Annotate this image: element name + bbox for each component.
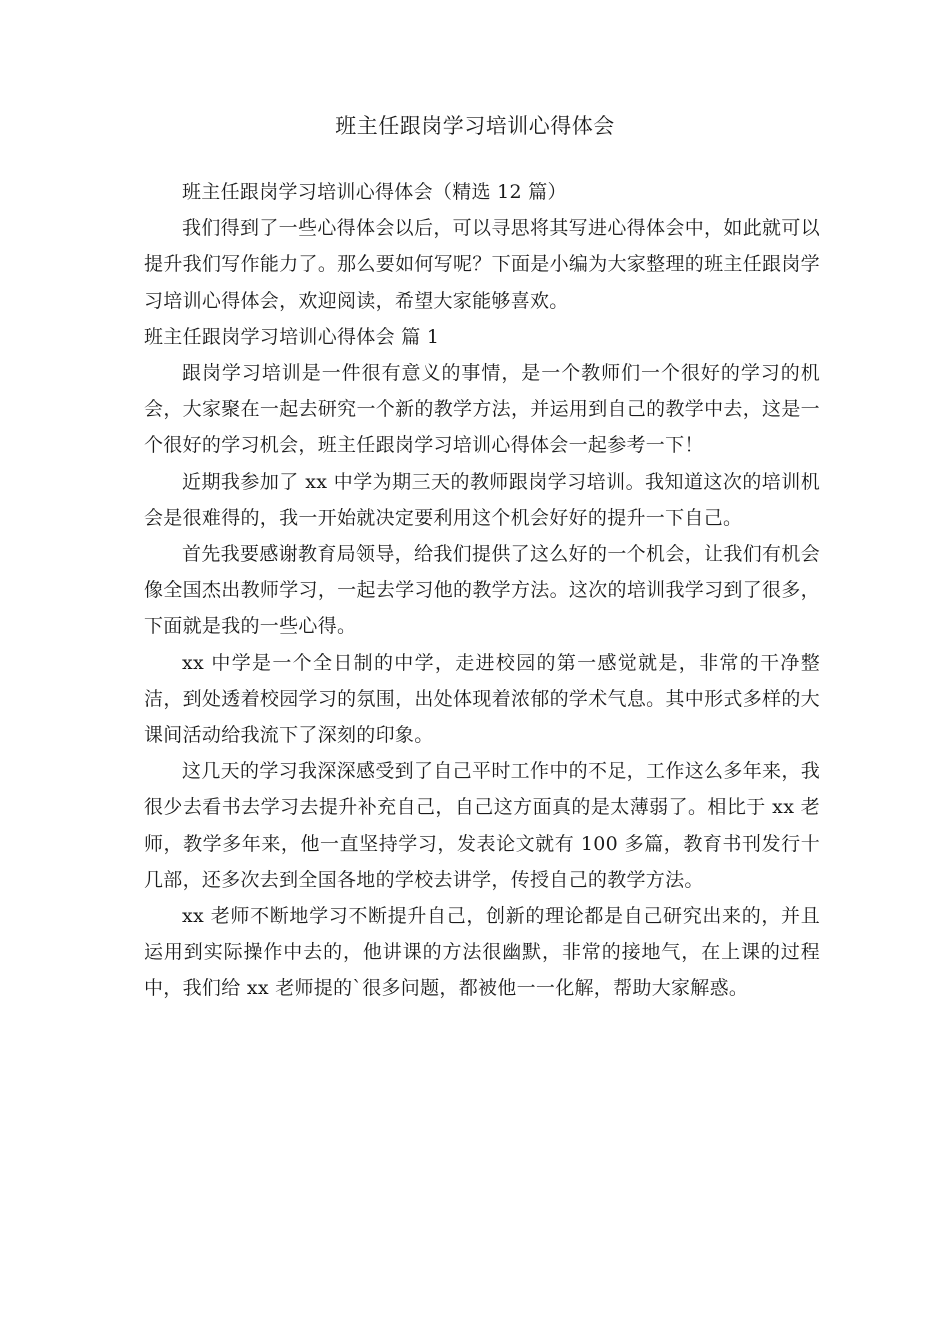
body-paragraph: xx 老师不断地学习不断提升自己，创新的理论都是自己研究出来的，并且运用到实际操作中去的，他讲课的方法很幽默，非常的接地气，在上课的过程中，我们给 xx 老师提的`很多问题，都被他一一化解，帮助大家解惑。 xyxy=(144,905,820,1000)
document-body xyxy=(144,174,820,1007)
document-subtitle: 班主任跟岗学习培训心得体会（精选 12 篇） xyxy=(182,181,567,203)
document-title: 班主任跟岗学习培训心得体会 xyxy=(335,114,615,138)
intro-paragraph: 我们得到了一些心得体会以后，可以寻思将其写进心得体会中，如此就可以提升我们写作能力了。那么要如何写呢？下面是小编为大家整理的班主任跟岗学习培训心得体会，欢迎阅读，希望大家能够喜欢。 xyxy=(144,217,820,312)
body-paragraph: 这几天的学习我深深感受到了自己平时工作中的不足，工作这么多年来，我很少去看书去学习去提升补充自己，自己这方面真的是太薄弱了。相比于 xx 老师，教学多年来，他一直坚持学习，发表论文就有 100 多篇，教育书刊发行十几部，还多次去到全国各地的学校去讲学，传授自己的教学方法。 xyxy=(144,760,820,891)
body-paragraph: 跟岗学习培训是一件很有意义的事情，是一个教师们一个很好的学习的机会，大家聚在一起去研究一个新的教学方法，并运用到自己的教学中去，这是一个很好的学习机会，班主任跟岗学习培训心得体会一起参考一下！ xyxy=(144,362,820,457)
body-paragraph: xx 中学是一个全日制的中学，走进校园的第一感觉就是，非常的干净整洁，到处透着校园学习的氛围，出处体现着浓郁的学术气息。其中形式多样的大课间活动给我流下了深刻的印象。 xyxy=(144,651,820,747)
body-paragraph: 近期我参加了 xx 中学为期三天的教师跟岗学习培训。我知道这次的培训机会是很难得的，我一开始就决定要利用这个机会好好的提升一下自己。 xyxy=(144,470,820,529)
body-paragraph: 首先我要感谢教育局领导，给我们提供了这么好的一个机会，让我们有机会像全国杰出教师学习，一起去学习他的教学方法。这次的培训我学习到了很多，下面就是我的一些心得。 xyxy=(144,543,820,638)
section-heading: 班主任跟岗学习培训心得体会 篇 1 xyxy=(144,325,440,348)
